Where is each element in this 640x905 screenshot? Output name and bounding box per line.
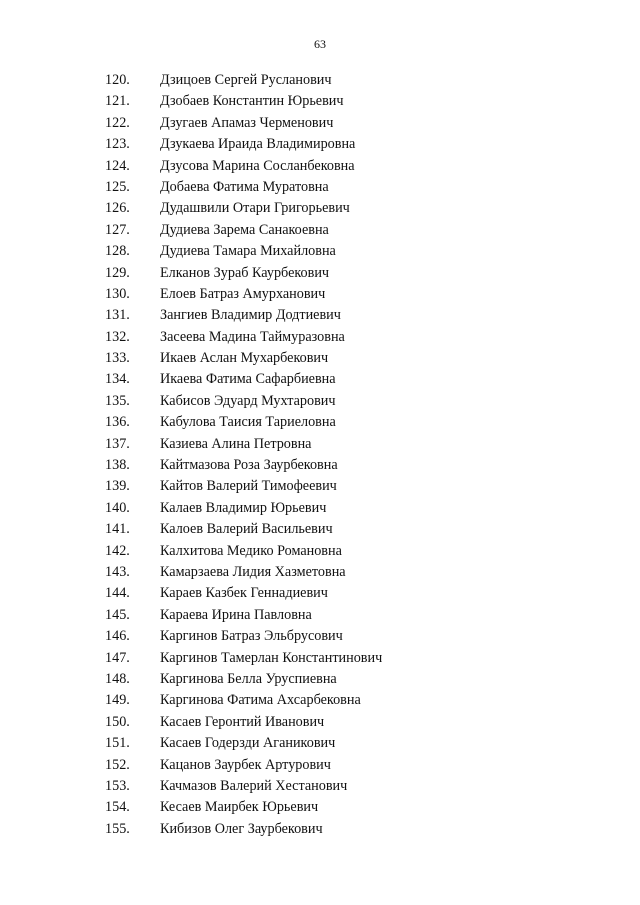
- entry-number: 123.: [105, 136, 130, 153]
- entry-number: 124.: [105, 157, 130, 174]
- list-item: [0, 712, 640, 733]
- list-item: [0, 690, 640, 711]
- entry-number: 132.: [105, 328, 130, 345]
- list-item: [0, 156, 640, 177]
- page-number: 63: [314, 37, 326, 51]
- entry-number: 140.: [105, 499, 130, 516]
- entry-number: 122.: [105, 114, 130, 131]
- list-item: [0, 562, 640, 583]
- entry-name: Кацанов Заурбек Артурович: [160, 756, 331, 773]
- entry-name: Икаев Аслан Мухарбекович: [160, 350, 329, 367]
- list-item: [0, 498, 640, 519]
- entry-name: Касаев Годерзди Аганикович: [160, 735, 336, 752]
- list-item: [0, 134, 640, 155]
- entry-number: 139.: [105, 478, 130, 495]
- entry-number: 148.: [105, 670, 130, 687]
- entry-name: Казиева Алина Петровна: [160, 435, 312, 452]
- list-item: [0, 177, 640, 198]
- entry-name: Дзугаев Апамаз Черменович: [160, 114, 334, 131]
- entry-number: 152.: [105, 756, 130, 773]
- entry-number: 131.: [105, 307, 130, 324]
- entry-name: Кесаев Маирбек Юрьевич: [160, 799, 319, 816]
- entry-number: 145.: [105, 606, 130, 623]
- entry-number: 127.: [105, 221, 130, 238]
- entry-name: Камарзаева Лидия Хазметовна: [160, 563, 346, 580]
- entry-name: Дзицоев Сергей Русланович: [160, 72, 332, 88]
- entry-name: Кабисов Эдуард Мухтарович: [160, 392, 336, 409]
- entry-name: Дзукаева Ираида Владимировна: [160, 136, 356, 153]
- entry-number: 138.: [105, 457, 130, 474]
- list-item: [0, 284, 640, 305]
- list-item: [0, 198, 640, 219]
- entry-number: 128.: [105, 243, 130, 260]
- list-item: [0, 648, 640, 669]
- list-item: [0, 263, 640, 284]
- list-item: [0, 391, 640, 412]
- list-item: [0, 733, 640, 754]
- entry-name: Калоев Валерий Васильевич: [160, 521, 333, 538]
- list-item: [0, 626, 640, 647]
- entry-number: 137.: [105, 435, 130, 452]
- entry-number: 155.: [105, 820, 130, 837]
- entry-name: Кабулова Таисия Тариеловна: [160, 414, 336, 431]
- entry-name: Дудашвили Отари Григорьевич: [160, 200, 350, 217]
- entry-name: Добаева Фатима Муратовна: [160, 178, 329, 195]
- list-item: [0, 519, 640, 540]
- entry-name: Каргинова Белла Уруспиевна: [160, 670, 337, 687]
- entry-name: Караев Казбек Геннадиевич: [160, 585, 328, 602]
- entry-number: 153.: [105, 777, 130, 794]
- entry-number: 147.: [105, 649, 130, 666]
- entry-name: Калаев Владимир Юрьевич: [160, 499, 327, 516]
- entry-name: Елоев Батраз Амурханович: [160, 285, 326, 302]
- entry-name: Каргинова Фатима Ахсарбековна: [160, 692, 361, 709]
- list-item: [0, 819, 640, 840]
- list-item: [0, 755, 640, 776]
- list-item: [0, 583, 640, 604]
- entry-number: 121.: [105, 93, 130, 110]
- list-item: [0, 776, 640, 797]
- list-item: [0, 70, 640, 91]
- entry-name: Каргинов Тамерлан Константинович: [160, 649, 383, 666]
- entry-number: 125.: [105, 178, 130, 195]
- entry-name: Дзобаев Константин Юрьевич: [160, 93, 344, 110]
- entry-name: Кибизов Олег Заурбекович: [160, 820, 323, 837]
- entry-number: 134.: [105, 371, 130, 388]
- list-item: [0, 476, 640, 497]
- entry-name: Кайтов Валерий Тимофеевич: [160, 478, 337, 495]
- entry-number: 146.: [105, 628, 130, 645]
- list-item: [0, 605, 640, 626]
- entry-number: 126.: [105, 200, 130, 217]
- list-item: [0, 434, 640, 455]
- entry-name: Зангиев Владимир Додтиевич: [160, 307, 341, 324]
- entry-number: 129.: [105, 264, 130, 281]
- entry-number: 144.: [105, 585, 130, 602]
- entry-number: 143.: [105, 563, 130, 580]
- list-item: [0, 348, 640, 369]
- list-item: [0, 369, 640, 390]
- list-item: [0, 327, 640, 348]
- list-item: [0, 412, 640, 433]
- entry-name: Касаев Геронтий Иванович: [160, 713, 325, 730]
- entry-name: Кайтмазова Роза Заурбековна: [160, 457, 338, 474]
- entry-name: Каргинов Батраз Эльбрусович: [160, 628, 343, 645]
- entry-number: 141.: [105, 521, 130, 538]
- entry-name: Караева Ирина Павловна: [160, 606, 312, 623]
- entry-number: 151.: [105, 735, 130, 752]
- entry-name: Елканов Зураб Каурбекович: [160, 264, 330, 281]
- list-item: [0, 541, 640, 562]
- entry-number: 135.: [105, 392, 130, 409]
- entry-name: Калхитова Медико Романовна: [160, 542, 342, 559]
- entry-number: 133.: [105, 350, 130, 367]
- entry-name: Икаева Фатима Сафарбиевна: [160, 371, 336, 388]
- list-item: [0, 113, 640, 134]
- list-item: [0, 669, 640, 690]
- entry-name: Дудиева Тамара Михайловна: [160, 243, 336, 260]
- entry-number: 136.: [105, 414, 130, 431]
- entry-name: Засеева Мадина Таймуразовна: [160, 328, 345, 345]
- entry-number: 130.: [105, 285, 130, 302]
- entry-number: 150.: [105, 713, 130, 730]
- entry-number: 120.: [105, 72, 130, 88]
- list-item: [0, 305, 640, 326]
- entry-number: 142.: [105, 542, 130, 559]
- list-item: [0, 91, 640, 112]
- entry-name: Дудиева Зарема Санакоевна: [160, 221, 329, 238]
- list-item: [0, 797, 640, 818]
- entry-name: Качмазов Валерий Хестанович: [160, 777, 348, 794]
- entry-name: Дзусова Марина Сосланбековна: [160, 157, 355, 174]
- list-item: [0, 455, 640, 476]
- name-list: [0, 70, 640, 840]
- entry-number: 149.: [105, 692, 130, 709]
- entry-number: 154.: [105, 799, 130, 816]
- list-item: [0, 241, 640, 262]
- list-item: [0, 220, 640, 241]
